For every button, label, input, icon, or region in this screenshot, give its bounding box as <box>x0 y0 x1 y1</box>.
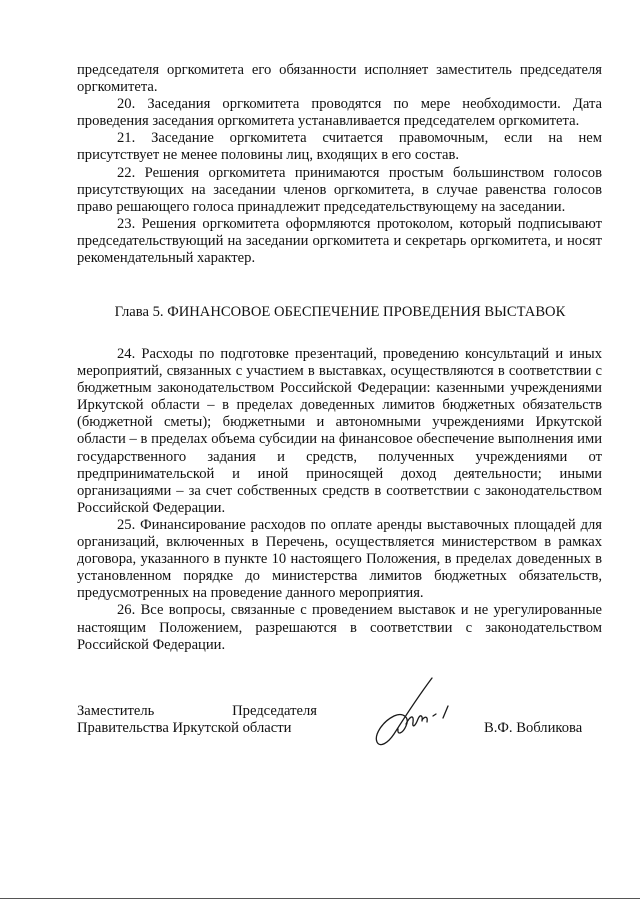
paragraph-23: 23. Решения оргкомитета оформляются протоколом, который подписывают председательствующий на заседании оргкомитета и секретарь оргкомитета, и носят рекомендательный характер. <box>77 215 602 267</box>
signatory-title-line-2: Правительства Иркутской области <box>77 720 292 736</box>
paragraph-continuation: председателя оргкомитета его обязанности исполняет заместитель председателя оргкомитета. <box>77 62 602 96</box>
chapter-title: Глава 5. ФИНАНСОВОЕ ОБЕСПЕЧЕНИЕ ПРОВЕДЕНИЯ ВЫСТАВОК <box>114 304 566 320</box>
signatory-title-word-1: Заместитель <box>77 703 155 719</box>
signatory-title-word-2: Председателя <box>232 703 317 719</box>
paragraph-26: 26. Все вопросы, связанные с проведением выставок и не урегулированные настоящим Положением, разрешаются в соответствии с законодательством Российской Федерации. <box>77 602 602 653</box>
signatory-position <box>77 703 317 737</box>
top-text-block <box>77 62 602 267</box>
paragraph-20: 20. Заседания оргкомитета проводятся по мере необходимости. Дата проведения заседания оргкомитета устанавливается председателем оргкомитета. <box>77 96 602 130</box>
signatory-name: В.Ф. Вобликова <box>484 720 583 736</box>
handwritten-signature <box>370 672 465 752</box>
paragraph-25: 25. Финансирование расходов по оплате аренды выставочных площадей для организаций, включенных в Перечень, осуществляется министерством в рамках договора, указанного в пункте 10 настоящего Положения, в пределах доведенных в установленном порядке до министерства лимитов бюджетных обязательств, предусмотренных на проведение данного мероприятия. <box>77 516 602 602</box>
paragraph-22: 22. Решения оргкомитета принимаются простым большинством голосов присутствующих на заседании членов оргкомитета, в случае равенства голосов право решающего голоса принадлежит председательствующему на заседании. <box>77 164 602 215</box>
paragraph-24: 24. Расходы по подготовке презентаций, проведению консультаций и иных мероприятий, связанных с участием в выставках, осуществляются в соответствии с бюджетным законодательством Российской Федерации: казенными учреждениями Иркутской области – в пределах доведенных лимитов бюджетных обязательств (бюджетной сметы); бюджетными и автономными учреждениями Иркутской области – в пределах объема субсидии на финансовое обеспечение выполнения ими государственного задания и средств, полученных учреждениями от предпринимательской и иной приносящей доход деятельности; иными организациями – за счет собственных средств в соответствии с законодательством Российской Федерации. <box>77 346 602 516</box>
bottom-text-block <box>77 346 602 654</box>
paragraph-21: 21. Заседание оргкомитета считается правомочным, если на нем присутствует не менее половины лиц, входящих в его состав. <box>77 130 602 164</box>
page-bottom-line <box>0 898 640 899</box>
